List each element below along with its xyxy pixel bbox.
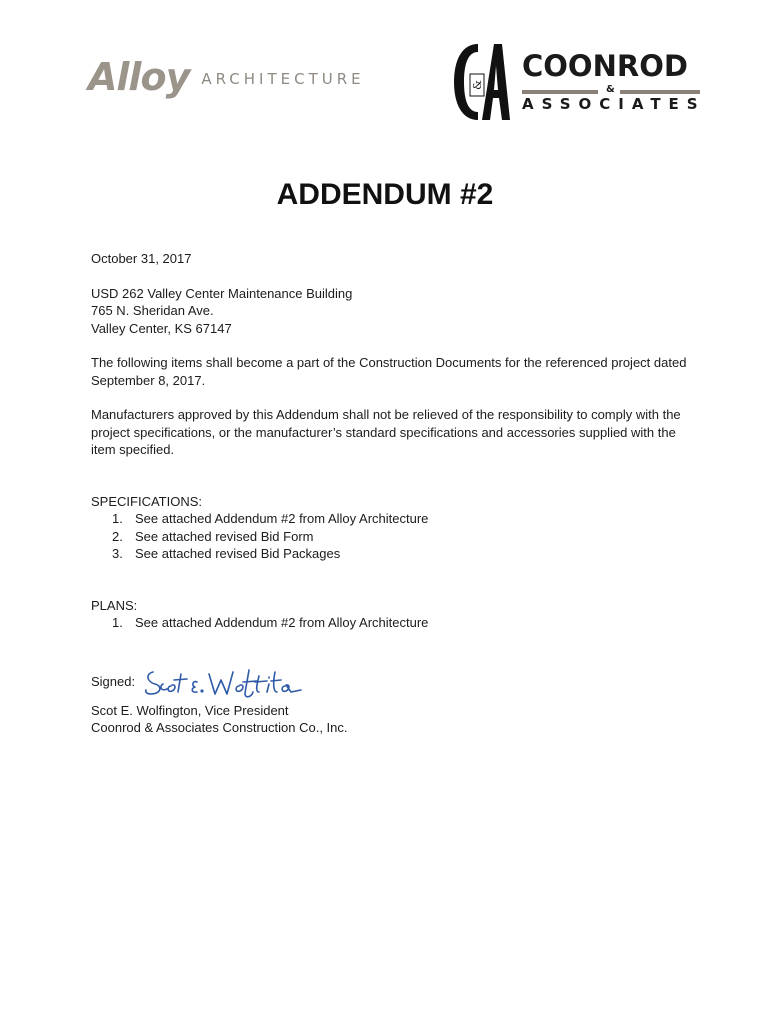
address-line-1: USD 262 Valley Center Maintenance Building: [91, 285, 353, 301]
alloy-logo-word: Alloy: [88, 55, 190, 99]
logo-ampersand: &: [606, 84, 615, 95]
plans-heading: PLANS:: [91, 597, 138, 613]
signed-label: Signed:: [91, 673, 136, 689]
specifications-list: [91, 510, 691, 563]
list-item: [91, 510, 691, 528]
list-item: [91, 545, 691, 563]
list-item-number: 2.: [112, 528, 123, 544]
letterhead: [0, 0, 770, 140]
list-item-text: See attached revised Bid Form: [135, 528, 314, 544]
ca-monogram-icon: [448, 40, 510, 124]
signature-row: [91, 662, 691, 702]
signer-block: [91, 702, 691, 737]
logo-divider-right: [620, 90, 700, 94]
manufacturers-paragraph: Manufacturers approved by this Addendum shall not be relieved of the responsibility to comply with the project specifications, or the manufacturer’s standard specifications and accessories supplied with the item specified.: [91, 407, 681, 457]
coonrod-logo-name: COONROD: [522, 49, 688, 83]
list-item: [91, 528, 691, 546]
list-item: [91, 614, 691, 632]
specifications-heading: SPECIFICATIONS:: [91, 493, 202, 509]
document-body: [91, 250, 691, 737]
document-date: October 31, 2017: [91, 251, 192, 266]
list-item-number: 1.: [112, 615, 123, 630]
svg-text:&: &: [471, 80, 484, 90]
list-item-number: 1.: [112, 511, 123, 526]
address-line-2: 765 N. Sheridan Ave.: [91, 303, 214, 318]
intro-paragraph: The following items shall become a part of the Construction Documents for the referenced project dated September 8, 2017.: [91, 355, 687, 388]
alloy-logo-subtitle: ARCHITECTURE: [201, 69, 365, 88]
document-title: ADDENDUM #2: [276, 178, 494, 211]
list-item-text: See attached revised Bid Packages: [135, 546, 341, 561]
project-address: [91, 285, 691, 338]
list-item-text: See attached Addendum #2 from Alloy Architecture: [135, 511, 429, 526]
signer-name: Scot E. Wolfington, Vice President: [91, 702, 289, 718]
logo-divider-left: [522, 90, 598, 94]
address-line-3: Valley Center, KS 67147: [91, 320, 232, 336]
handwritten-signature: [141, 662, 311, 702]
plans-list: [91, 614, 691, 632]
signer-company: Coonrod & Associates Construction Co., Inc.: [91, 720, 348, 735]
list-item-text: See attached Addendum #2 from Alloy Architecture: [135, 615, 429, 630]
list-item-number: 3.: [112, 546, 123, 561]
coonrod-logo-subtitle: ASSOCIATES: [522, 95, 706, 113]
coonrod-associates-logo: [444, 40, 706, 124]
alloy-architecture-logo: [88, 54, 406, 100]
